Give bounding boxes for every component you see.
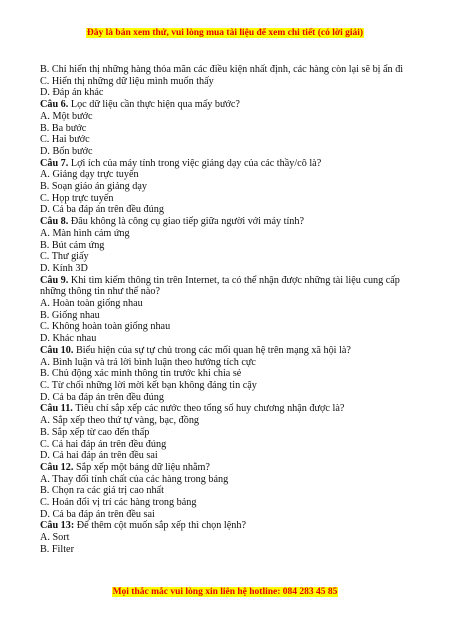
question-block xyxy=(40,403,412,462)
question-block xyxy=(40,275,412,345)
question-number: Câu 7. xyxy=(40,157,69,169)
question-stem xyxy=(40,158,412,170)
question-number: Câu 10. xyxy=(40,344,74,356)
question-text: Lợi ích của máy tính trong việc giảng dạy của các thầy/cô là? xyxy=(70,157,322,169)
question-number: Câu 13: xyxy=(40,520,75,532)
answer-option: B. Chủ động xác minh thông tin trước khi chia sẻ xyxy=(40,368,242,380)
answer-option: A. Một bước xyxy=(40,110,93,122)
question-text: Khi tìm kiếm thông tin trên Internet, ta có thể nhận được những tài liệu cung cấp những thông tin như thế nào? xyxy=(40,274,400,298)
question-stem xyxy=(40,216,412,228)
answer-option: B. Filter xyxy=(40,543,74,555)
answer-option: C. Cả hai đáp án trên đều đúng xyxy=(40,438,167,450)
answer-option: B. Sắp xếp từ cao đến thấp xyxy=(40,426,150,438)
carryover-option: B. Chỉ hiển thị những hàng thỏa mãn các điều kiện nhất định, các hàng còn lại sẽ bị ẩn đi xyxy=(40,64,404,75)
answer-option: C. Không hoàn toàn giống nhau xyxy=(40,321,171,333)
question-text: Để thêm cột muốn sắp xếp thì chọn lệnh? xyxy=(76,520,246,532)
question-number: Câu 12. xyxy=(40,461,74,473)
answer-option: A. Thay đổi tính chất của các hàng trong bảng xyxy=(40,473,229,485)
answer-option: B. Giống nhau xyxy=(40,309,100,321)
question-block xyxy=(40,345,412,404)
header-banner xyxy=(0,27,450,39)
question-number: Câu 11. xyxy=(40,403,73,415)
footer-banner xyxy=(0,586,450,598)
answer-option: B. Bút cảm ứng xyxy=(40,239,105,251)
question-block xyxy=(40,99,412,158)
question-stem xyxy=(40,462,412,474)
quiz-content xyxy=(40,64,412,556)
answer-option: D. Cả ba đáp án trên đều đúng xyxy=(40,391,164,403)
question-number: Câu 9. xyxy=(40,274,69,286)
answer-option: D. Kính 3D xyxy=(40,262,88,274)
answer-option: A. Hoàn toàn giống nhau xyxy=(40,298,143,310)
answer-option: D. Bốn bước xyxy=(40,145,93,157)
answer-option: B. Chọn ra các giá trị cao nhất xyxy=(40,485,164,497)
answer-option: A. Giảng dạy trực tuyến xyxy=(40,169,139,181)
answer-option: A. Bình luận và trả lời bình luận theo hướng tích cực xyxy=(40,356,256,368)
question-block xyxy=(40,520,412,555)
question-text: Tiêu chí sắp xếp các nước theo tổng số huy chương nhận được là? xyxy=(75,403,345,415)
answer-option: A. Sort xyxy=(40,532,70,544)
answer-option: C. Họp trực tuyến xyxy=(40,192,114,204)
question-number: Câu 6. xyxy=(40,99,69,111)
question-text: Đâu không là công cụ giao tiếp giữa người với máy tính? xyxy=(70,216,305,228)
answer-option: B. Soạn giáo án giảng dạy xyxy=(40,181,147,193)
question-stem xyxy=(40,403,412,415)
answer-option: D. Khác nhau xyxy=(40,333,97,345)
answer-option: C. Thư giấy xyxy=(40,251,89,263)
question-text: Sắp xếp một bảng dữ liệu nhằm? xyxy=(75,461,210,473)
header-banner-text: Đây là bản xem thử, vui lòng mua tài liệu để xem chi tiết (có lời giải) xyxy=(86,28,364,38)
answer-option: D. Cả hai đáp án trên đều sai xyxy=(40,450,158,462)
question-text: Lọc dữ liệu cần thực hiện qua mấy bước? xyxy=(70,99,240,111)
answer-option: C. Từ chối những lời mời kết bạn không đáng tin cậy xyxy=(40,379,257,391)
carryover-option: C. Hiển thị những dữ liệu mình muốn thấy xyxy=(40,75,214,87)
footer-banner-text: Mọi thắc mắc vui lòng xin liên hệ hotline: 084 283 45 85 xyxy=(112,587,338,597)
answer-option: A. Màn hình cảm ứng xyxy=(40,227,130,239)
question-block xyxy=(40,462,412,521)
question-block xyxy=(40,216,412,275)
answer-option: C. Hai bước xyxy=(40,134,90,146)
question-stem xyxy=(40,345,412,357)
answer-option: A. Sắp xếp theo thứ tự vàng, bạc, đồng xyxy=(40,415,200,427)
question-stem xyxy=(40,520,412,532)
question-block xyxy=(40,158,412,217)
question-stem xyxy=(40,99,412,111)
answer-option: C. Hoán đổi vị trí các hàng trong bảng xyxy=(40,497,197,509)
carryover-option: D. Đáp án khác xyxy=(40,87,104,99)
answer-option: B. Ba bước xyxy=(40,122,87,134)
question-text: Biểu hiện của sự tự chủ trong các mối quan hệ trên mạng xã hội là? xyxy=(75,344,351,356)
question-number: Câu 8. xyxy=(40,216,69,228)
answer-option: D. Cả ba đáp án trên đều sai xyxy=(40,508,155,520)
answer-option: D. Cả ba đáp án trên đều đúng xyxy=(40,204,164,216)
question-stem xyxy=(40,275,412,298)
